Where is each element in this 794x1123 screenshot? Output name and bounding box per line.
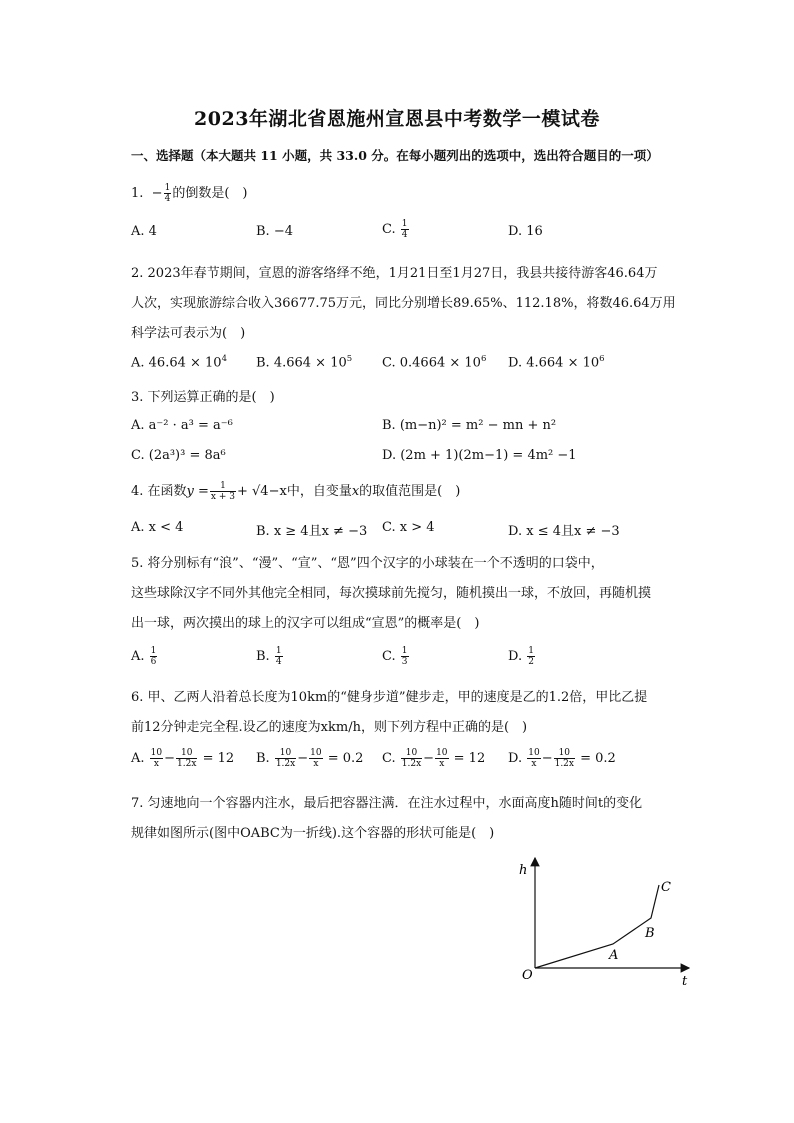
q1-option-a: A. 4 [131, 224, 157, 239]
point-a-label: A [609, 948, 619, 963]
q1-option-b: B. −4 [256, 224, 293, 239]
q3-option-a: A. a⁻² · a³ = a⁻⁶ [131, 418, 233, 433]
point-b-label: B [645, 926, 655, 941]
question-7-line-1: 7. 匀速地向一个容器内注水，最后把容器注满．在注水过程中，水面高度h随时间t的变化 [131, 796, 643, 811]
question-2-line-3: 科学法可表示为( ) [131, 326, 246, 341]
q3-option-b: B. (m−n)² = m² − mn + n² [382, 418, 557, 433]
q3-option-d: D. (2m + 1)(2m−1) = 4m² −1 [382, 448, 577, 463]
point-o-label: O [522, 968, 533, 983]
q1-option-c: C. $\frac{1}{4}$ [382, 219, 408, 240]
q5-option-c: C. $\frac{1}{3}$ [382, 646, 408, 667]
fraction: $\frac{1}{4}$ [164, 183, 171, 204]
q4-option-b: B. x ≥ 4且x ≠ −3 [256, 524, 368, 539]
question-6-line-1: 6. 甲、乙两人沿着总长度为10km的“健身步道”健步走，甲的速度是乙的1.2倍，甲比乙提 [131, 690, 648, 705]
question-5-line-3: 出一球，两次摸出的球上的汉字可以组成“宣恩”的概率是( ) [131, 616, 480, 631]
question-2-line-2: 人次，实现旅游综合收入36677.75万元，同比分别增长89.65%、112.18%，将数46.64万用 [131, 296, 676, 311]
q6-option-c: C. $\frac{10}{1.2x}$ − $\frac{10}{x}$ = 12 [382, 748, 486, 769]
q3-option-c: C. (2a³)³ = 8a⁶ [131, 448, 226, 463]
polyline-oabc [535, 885, 659, 968]
question-4-stem: 4. 在函数y = $\frac{1}{x + 3}$ + √4−x中，自变量x的取值范围是( ) [131, 481, 461, 502]
q4-option-d: D. x ≤ 4且x ≠ −3 [508, 524, 620, 539]
q2-option-c: C. $0.4664 \times 10^6$ [382, 354, 487, 371]
point-c-label: C [661, 880, 671, 895]
q5-option-d: D. $\frac{1}{2}$ [508, 646, 534, 667]
page-title: 2023年湖北省恩施州宣恩县中考数学一模试卷 [194, 108, 600, 130]
q4-option-a: A. x < 4 [131, 520, 184, 535]
question-3-stem: 3. 下列运算正确的是( ) [131, 390, 275, 405]
q5-option-a: A. $\frac{1}{6}$ [131, 646, 157, 667]
q5-option-b: B. $\frac{1}{4}$ [256, 646, 282, 667]
t-label: t [682, 974, 688, 989]
h-label: h [519, 863, 528, 878]
q2-option-b: B. $4.664 \times 10^5$ [256, 354, 353, 371]
question-6-line-2: 前12分钟走完全程.设乙的速度为xkm/h，则下列方程中正确的是( ) [131, 720, 528, 735]
question-5-line-2: 这些球除汉字不同外其他完全相同，每次摸球前先搅匀，随机摸出一球，不放回，再随机摸 [131, 586, 652, 601]
q2-option-d: D. $4.664 \times 10^6$ [508, 354, 605, 371]
question-5-line-1: 5. 将分别标有“浪”、“漫”、“宣”、“恩”四个汉字的小球装在一个不透明的口袋中， [131, 556, 604, 571]
question-2-line-1: 2. 2023年春节期间，宣恩的游客络绎不绝，1月21日至1月27日，我县共接待游客46.64万 [131, 266, 658, 281]
q6-option-a: A. $\frac{10}{x}$ − $\frac{10}{1.2x}$ = 12 [131, 748, 235, 769]
q6-option-d: D. $\frac{10}{x}$ − $\frac{10}{1.2x}$ = 0.2 [508, 748, 616, 769]
q6-option-b: B. $\frac{10}{1.2x}$ − $\frac{10}{x}$ = 0.2 [256, 748, 364, 769]
q2-option-a: A. $46.64 \times 10^4$ [131, 354, 227, 371]
q4-option-c: C. x > 4 [382, 520, 435, 535]
q1-option-d: D. 16 [508, 224, 543, 239]
section-heading: 一、选择题（本大题共 11 小题，共 33.0 分。在每小题列出的选项中，选出符合题目的一项） [131, 148, 659, 163]
question-7-line-2: 规律如图所示(图中OABC为一折线).这个容器的形状可能是( ) [131, 826, 495, 841]
water-level-graph [505, 848, 705, 998]
question-1-stem: 1. − $\frac{1}{4}$ 的倒数是( ) [131, 183, 248, 204]
